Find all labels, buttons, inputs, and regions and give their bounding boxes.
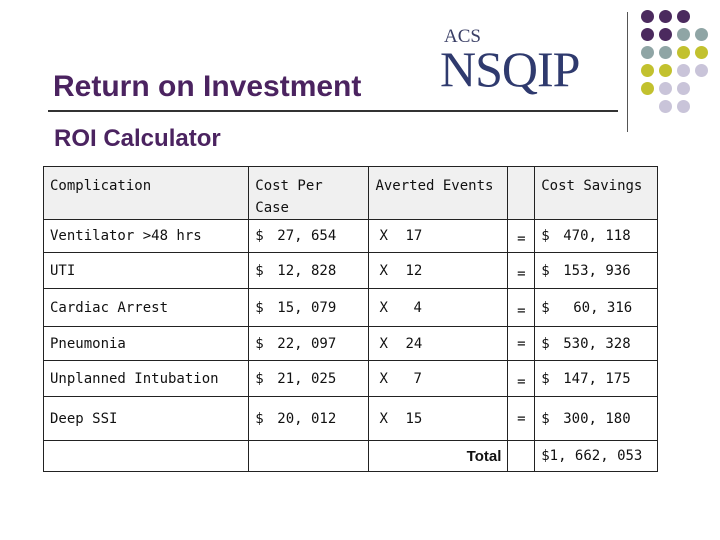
- table-row: [44, 397, 658, 441]
- multiply-sign: X: [379, 410, 388, 427]
- complication-cell: Deep SSI: [44, 397, 249, 441]
- cost-cell: [249, 361, 369, 397]
- decor-dot: [677, 46, 690, 59]
- decor-dot: [641, 46, 654, 59]
- decor-dot: [641, 82, 654, 95]
- total-value: $1, 662, 053: [535, 441, 658, 472]
- currency-symbol: $: [541, 262, 550, 279]
- decor-dot: [659, 64, 672, 77]
- savings-value: 153, 936: [563, 262, 631, 279]
- events-cell: [369, 327, 508, 361]
- complication-cell: Unplanned Intubation: [44, 361, 249, 397]
- equals-sign: =: [517, 231, 526, 247]
- decor-dot: [677, 10, 690, 23]
- logo-acs-text: ACS: [444, 26, 481, 47]
- total-empty-cell: [508, 441, 535, 472]
- decor-dot: [695, 28, 708, 41]
- decor-dot: [641, 64, 654, 77]
- roi-calculator-table: [43, 166, 658, 472]
- equals-cell: [508, 253, 535, 289]
- multiply-sign: X: [379, 370, 388, 387]
- total-row: [44, 441, 658, 472]
- header-cost-savings: Cost Savings: [535, 167, 658, 220]
- savings-value: 300, 180: [563, 410, 631, 427]
- savings-cell: [535, 327, 658, 361]
- currency-symbol: $: [541, 299, 550, 316]
- complication-cell: UTI: [44, 253, 249, 289]
- savings-cell: [535, 253, 658, 289]
- header-cost-per-case: Cost Per Case: [249, 167, 369, 220]
- equals-sign: =: [517, 373, 526, 390]
- currency-symbol: $: [541, 370, 550, 387]
- currency-symbol: $: [541, 335, 550, 352]
- table-row: [44, 253, 658, 289]
- vertical-divider: [627, 12, 628, 132]
- equals-cell: [508, 361, 535, 397]
- events-value: 7: [413, 370, 422, 387]
- savings-cell: [535, 289, 658, 327]
- equals-sign: =: [517, 302, 526, 319]
- total-label: Total: [369, 441, 508, 472]
- equals-sign: =: [517, 410, 526, 427]
- savings-value: 530, 328: [563, 335, 631, 352]
- equals-sign: =: [517, 335, 526, 352]
- events-value: 4: [413, 299, 422, 316]
- decor-dot: [659, 100, 672, 113]
- cost-cell: [249, 397, 369, 441]
- equals-cell: [508, 289, 535, 327]
- table-row: [44, 361, 658, 397]
- total-empty-cell: [249, 441, 369, 472]
- title-underline: [48, 110, 618, 112]
- equals-cell: [508, 220, 535, 253]
- cost-value: 15, 079: [277, 299, 337, 316]
- events-cell: [369, 361, 508, 397]
- cost-cell: [249, 327, 369, 361]
- events-cell: [369, 220, 508, 253]
- decor-dot: [659, 10, 672, 23]
- cost-cell: [249, 253, 369, 289]
- complication-cell: Ventilator >48 hrs: [44, 220, 249, 253]
- events-cell: [369, 289, 508, 327]
- currency-symbol: $: [255, 262, 264, 279]
- events-value: 12: [405, 262, 423, 279]
- decor-dot: [677, 28, 690, 41]
- equals-cell: [508, 397, 535, 441]
- savings-cell: [535, 220, 658, 253]
- events-value: 24: [405, 335, 423, 352]
- cost-value: 22, 097: [277, 335, 337, 352]
- currency-symbol: $: [255, 370, 264, 387]
- events-cell: [369, 397, 508, 441]
- currency-symbol: $: [255, 228, 264, 244]
- savings-value: 470, 118: [563, 228, 631, 244]
- acs-nsqip-logo: [440, 22, 602, 100]
- decor-dot: [641, 28, 654, 41]
- decor-dot: [677, 100, 690, 113]
- table-row: [44, 289, 658, 327]
- savings-value: 60, 316: [573, 299, 633, 316]
- multiply-sign: X: [379, 299, 388, 316]
- decor-dot: [677, 82, 690, 95]
- complication-cell: Cardiac Arrest: [44, 289, 249, 327]
- decor-dot: [677, 64, 690, 77]
- decorative-dot-grid: [640, 10, 720, 120]
- events-value: 15: [405, 410, 423, 427]
- complication-cell: Pneumonia: [44, 327, 249, 361]
- savings-cell: [535, 361, 658, 397]
- slide-title: Return on Investment: [53, 70, 362, 103]
- slide-subtitle: ROI Calculator: [54, 125, 221, 152]
- decor-dot: [659, 82, 672, 95]
- decor-dot: [695, 64, 708, 77]
- header-complication: Complication: [44, 167, 249, 220]
- savings-cell: [535, 397, 658, 441]
- decor-dot: [641, 10, 654, 23]
- cost-value: 12, 828: [277, 262, 337, 279]
- decor-dot: [659, 28, 672, 41]
- equals-cell: [508, 327, 535, 361]
- total-empty-cell: [44, 441, 249, 472]
- table-row: [44, 220, 658, 253]
- currency-symbol: $: [255, 335, 264, 352]
- header-averted-events: Averted Events: [369, 167, 508, 220]
- table-row: [44, 327, 658, 361]
- decor-dot: [659, 46, 672, 59]
- table-header-row: [44, 167, 658, 220]
- events-cell: [369, 253, 508, 289]
- cost-value: 27, 654: [277, 228, 337, 244]
- currency-symbol: $: [541, 410, 550, 427]
- events-value: 17: [405, 228, 423, 244]
- savings-value: 147, 175: [563, 370, 631, 387]
- multiply-sign: X: [379, 262, 388, 279]
- logo-nsqip-text: NSQIP: [440, 41, 580, 97]
- cost-value: 20, 012: [277, 410, 337, 427]
- header-spacer: [508, 167, 535, 220]
- currency-symbol: $: [255, 299, 264, 316]
- equals-sign: =: [517, 265, 526, 282]
- currency-symbol: $: [541, 228, 550, 244]
- cost-cell: [249, 289, 369, 327]
- multiply-sign: X: [379, 335, 388, 352]
- multiply-sign: X: [379, 228, 388, 244]
- currency-symbol: $: [255, 410, 264, 427]
- decor-dot: [695, 46, 708, 59]
- cost-cell: [249, 220, 369, 253]
- cost-value: 21, 025: [277, 370, 337, 387]
